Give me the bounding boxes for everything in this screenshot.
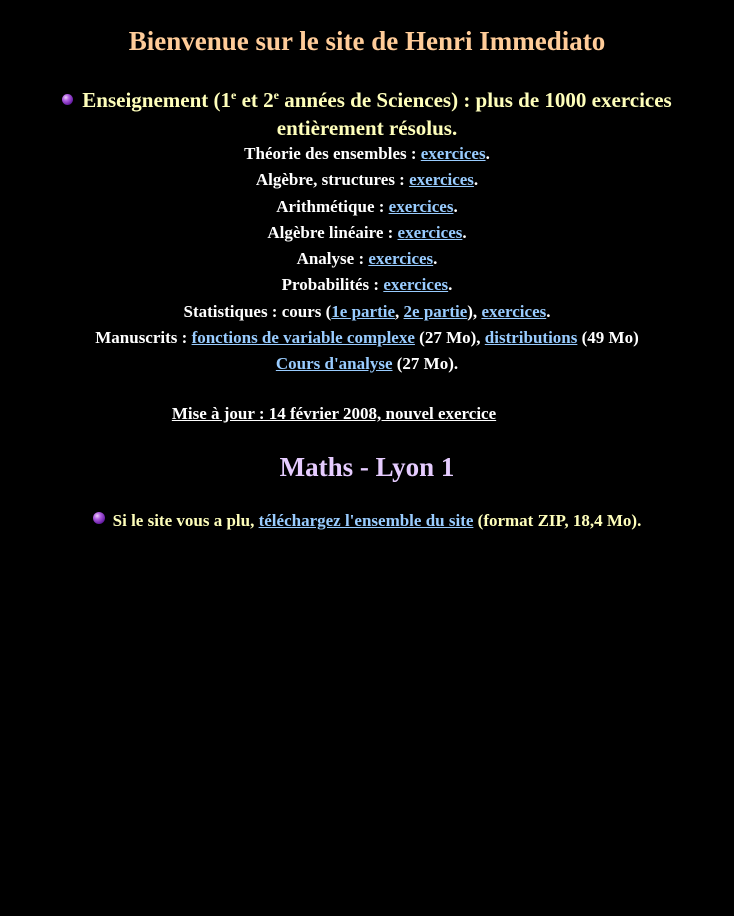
enseignement-middle: et 2 xyxy=(236,88,274,112)
topic-label: Théorie des ensembles : xyxy=(244,144,421,163)
topic-label: Probabilités : xyxy=(281,275,384,294)
enseignement-sup2: e xyxy=(273,88,279,102)
topic-analyse xyxy=(0,248,734,270)
enseignement-suffix: années de Sciences) : plus de 1000 exercices xyxy=(279,88,672,112)
topic-label: Algèbre, structures : xyxy=(255,170,410,189)
topic-mid: ), xyxy=(467,302,482,321)
topic-end: . xyxy=(453,197,458,216)
topic-theorie-ensembles xyxy=(0,143,734,165)
telechargement-suffix: (format ZIP, 18,4 Mo). xyxy=(473,511,642,530)
enseignement-intro xyxy=(10,86,724,114)
topic-sep: , xyxy=(395,302,404,321)
topic-arithmetique xyxy=(0,196,734,218)
topic-label: Algèbre linéaire : xyxy=(267,223,398,242)
exercices-link-algebre-lineaire[interactable]: exercices xyxy=(397,223,463,242)
cours-analyse-link[interactable]: Cours d'analyse xyxy=(275,354,393,373)
topic-label: Analyse : xyxy=(296,249,369,268)
topic-algebre-lineaire xyxy=(0,222,734,244)
topic-algebre-structures xyxy=(0,169,734,191)
distributions-link[interactable]: distributions xyxy=(484,328,578,347)
topic-end: . xyxy=(433,249,438,268)
exercices-link-arithmetique[interactable]: exercices xyxy=(388,197,454,216)
enseignement-sup1: e xyxy=(231,88,237,102)
enseignement-intro-line2: entièrement résolus. xyxy=(276,116,458,140)
telechargement-prefix: Si le site vous a plu, xyxy=(112,511,259,530)
topic-end: . xyxy=(473,170,479,189)
manuscrits-label: Manuscrits : xyxy=(95,328,192,347)
enseignement-prefix: Enseignement (1 xyxy=(82,88,232,112)
cours-analyse-line xyxy=(0,353,734,375)
manuscrits-size1: (27 Mo), xyxy=(414,328,485,347)
cours-2e-partie-link[interactable]: 2e partie xyxy=(403,302,468,321)
telechargement-line xyxy=(0,509,734,533)
maths-lyon-heading: Maths - Lyon 1 xyxy=(279,452,455,482)
purple-ball-bullet-icon xyxy=(93,512,105,524)
topic-end: . xyxy=(462,223,467,242)
mise-a-jour-notice xyxy=(0,403,734,425)
fonctions-variable-complexe-link[interactable]: fonctions de variable complexe xyxy=(191,328,415,347)
manuscrits-size3: (27 Mo). xyxy=(392,354,459,373)
topic-statistiques xyxy=(0,301,734,323)
topic-label: Statistiques : cours ( xyxy=(183,302,332,321)
exercices-link-analyse[interactable]: exercices xyxy=(368,249,434,268)
manuscrits-line xyxy=(0,327,734,349)
telecharger-site-link[interactable]: téléchargez l'ensemble du site xyxy=(258,511,474,530)
page-title: Bienvenue sur le site de Henri Immediato xyxy=(128,26,606,56)
cours-1e-partie-link[interactable]: 1e partie xyxy=(331,302,396,321)
topic-end: . xyxy=(448,275,453,294)
exercices-link-statistiques[interactable]: exercices xyxy=(481,302,547,321)
exercices-link-probabilites[interactable]: exercices xyxy=(383,275,449,294)
manuscrits-size2: (49 Mo) xyxy=(577,328,639,347)
topic-end: . xyxy=(546,302,551,321)
topic-end: . xyxy=(485,144,490,163)
purple-ball-bullet-icon xyxy=(62,94,73,105)
topic-label: Arithmétique : xyxy=(276,197,389,216)
mise-a-jour-text: Mise à jour : 14 février 2008, nouvel exercice xyxy=(171,404,497,423)
exercices-link-algebre[interactable]: exercices xyxy=(409,170,474,189)
exercices-link-theorie[interactable]: exercices xyxy=(420,144,486,163)
topic-probabilites xyxy=(0,274,734,296)
